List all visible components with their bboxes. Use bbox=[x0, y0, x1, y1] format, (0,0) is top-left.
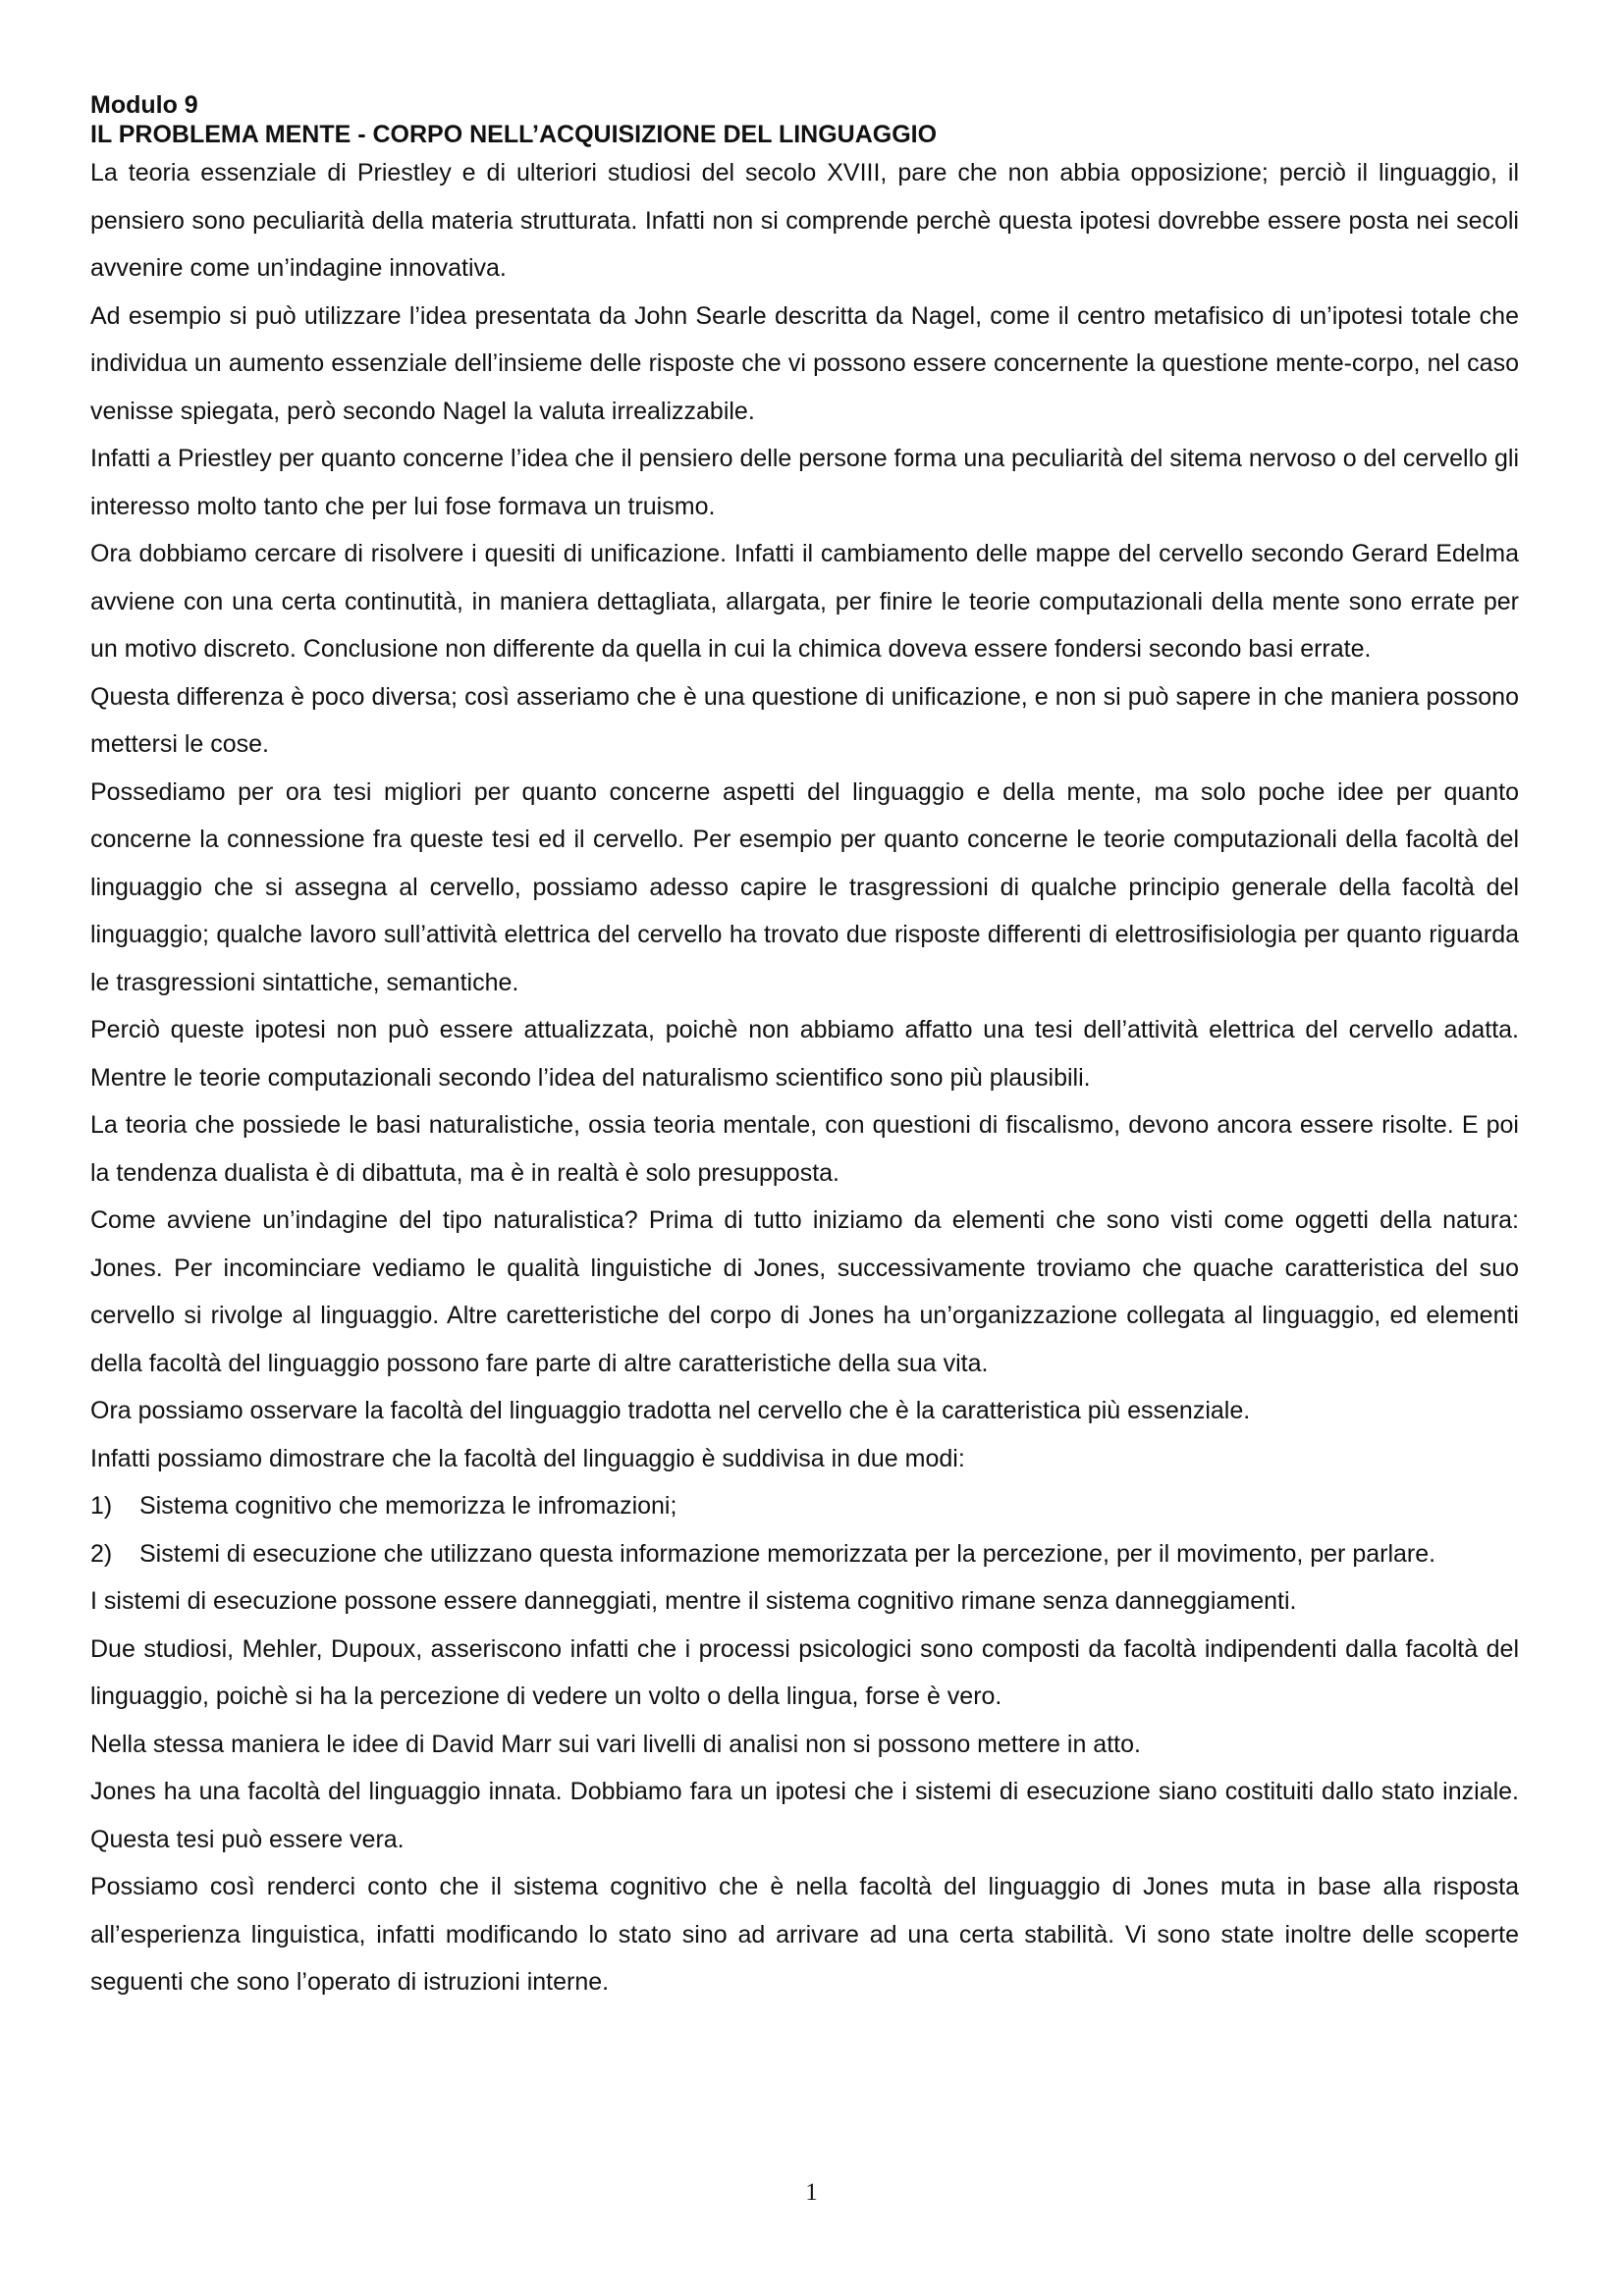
list-number: 2) bbox=[90, 1539, 113, 1568]
paragraph: Perciò queste ipotesi non può essere attualizzata, poichè non abbiamo affatto una tesi dell’attività elettrica del cervello adatta. Mentre le teorie computazionali secondo l’idea del naturalismo scientifico sono più plausibili. bbox=[90, 1016, 1519, 1092]
list-text: Sistemi di esecuzione che utilizzano questa informazione memorizzata per la percezione, per il movimento, per parlare. bbox=[139, 1539, 1436, 1568]
paragraph: Ora possiamo osservare la facoltà del linguaggio tradotta nel cervello che è la caratteristica più essenziale. bbox=[90, 1397, 1251, 1424]
paragraph: Possiamo così renderci conto che il sistema cognitivo che è nella facoltà del linguaggio di Jones muta in base alla risposta all’esperienza linguistica, infatti modificando lo stato sino ad arrivare ad una certa stabilità. Vi sono state inoltre delle scoperte seguenti che sono l’operato di istruzioni interne. bbox=[90, 1873, 1519, 1996]
paragraph: Come avviene un’indagine del tipo naturalistica? Prima di tutto iniziamo da elementi che sono visti come oggetti della natura: Jones. Per incominciare vediamo le qualità linguistiche di Jones, successivamente troviamo che quache caratteristica del suo cervello si rivolge al linguaggio. Altre caretteristiche del corpo di Jones ha un’organizzazione collegata al linguaggio, ed elementi della facoltà del linguaggio possono fare parte di altre caratteristiche della sua vita. bbox=[90, 1206, 1519, 1377]
document-body bbox=[90, 90, 1519, 2006]
list-item bbox=[90, 1482, 1519, 1530]
numbered-list bbox=[90, 1482, 1519, 1577]
list-number: 1) bbox=[90, 1492, 113, 1520]
paragraph: I sistemi di esecuzione possone essere danneggiati, mentre il sistema cognitivo rimane senza danneggiamenti. bbox=[90, 1587, 1297, 1615]
paragraph: Ora dobbiamo cercare di risolvere i quesiti di unificazione. Infatti il cambiamento delle mappe del cervello secondo Gerard Edelma avviene con una certa continutità, in maniera dettagliata, allargata, per finire le teorie computazionali della mente sono errate per un motivo discreto. Conclusione non differente da quella in cui la chimica doveva essere fondersi secondo basi errate. bbox=[90, 540, 1519, 663]
paragraph: La teoria che possiede le basi naturalistiche, ossia teoria mentale, con questioni di fiscalismo, devono ancora essere risolte. E poi la tendenza dualista è di dibattuta, ma è in realtà è solo presupposta. bbox=[90, 1111, 1519, 1187]
paragraph: Jones ha una facoltà del linguaggio innata. Dobbiamo fara un ipotesi che i sistemi di esecuzione siano costituiti dallo stato inziale. Questa tesi può essere vera. bbox=[90, 1778, 1519, 1853]
module-label: Modulo 9 bbox=[90, 91, 198, 119]
paragraph: Possediamo per ora tesi migliori per quanto concerne aspetti del linguaggio e della mente, ma solo poche idee per quanto concerne la connessione fra queste tesi ed il cervello. Per esempio per quanto concerne le teorie computazionali della facoltà del linguaggio che si assegna al cervello, possiamo adesso capire le trasgressioni di qualche principio generale della facoltà del linguaggio; qualche lavoro sull’attività elettrica del cervello ha trovato due risposte differenti di elettrosifisiologia per quanto riguarda le trasgressioni sintattiche, semantiche. bbox=[90, 777, 1519, 996]
paragraph: La teoria essenziale di Priestley e di ulteriori studiosi del secolo XVIII, pare che non abbia opposizione; perciò il linguaggio, il pensiero sono peculiarità della materia strutturata. Infatti non si comprende perchè questa ipotesi dovrebbe essere posta nei secoli avvenire come un’indagine innovativa. bbox=[90, 159, 1519, 282]
paragraph: Infatti a Priestley per quanto concerne l’idea che il pensiero delle persone forma una peculiarità del sitema nervoso o del cervello gli interesso molto tanto che per lui fose formava un truismo. bbox=[90, 445, 1519, 520]
paragraph: Infatti possiamo dimostrare che la facoltà del linguaggio è suddivisa in due modi: bbox=[90, 1444, 965, 1472]
list-item bbox=[90, 1530, 1519, 1578]
paragraph: Due studiosi, Mehler, Dupoux, asseriscono infatti che i processi psicologici sono composti da facoltà indipendenti dalla facoltà del linguaggio, poichè si ha la percezione di vedere un volto o della lingua, forse è vero. bbox=[90, 1634, 1519, 1710]
paragraph: Nella stessa maniera le idee di David Marr sui vari livelli di analisi non si possono mettere in atto. bbox=[90, 1730, 1141, 1758]
document-title: IL PROBLEMA MENTE - CORPO NELL’ACQUISIZIONE DEL LINGUAGGIO bbox=[90, 121, 938, 148]
page-number: 1 bbox=[805, 2179, 818, 2206]
paragraph: Ad esempio si può utilizzare l’idea presentata da John Searle descritta da Nagel, come il centro metafisico di un’ipotesi totale che individua un aumento essenziale dell’insieme delle risposte che vi possono essere concernente la questione mente-corpo, nel caso venisse spiegata, però secondo Nagel la valuta irrealizzabile. bbox=[90, 301, 1519, 425]
paragraph: Questa differenza è poco diversa; così asseriamo che è una questione di unificazione, e non si può sapere in che maniera possono mettersi le cose. bbox=[90, 682, 1519, 758]
list-text: Sistema cognitivo che memorizza le infromazioni; bbox=[139, 1492, 677, 1520]
